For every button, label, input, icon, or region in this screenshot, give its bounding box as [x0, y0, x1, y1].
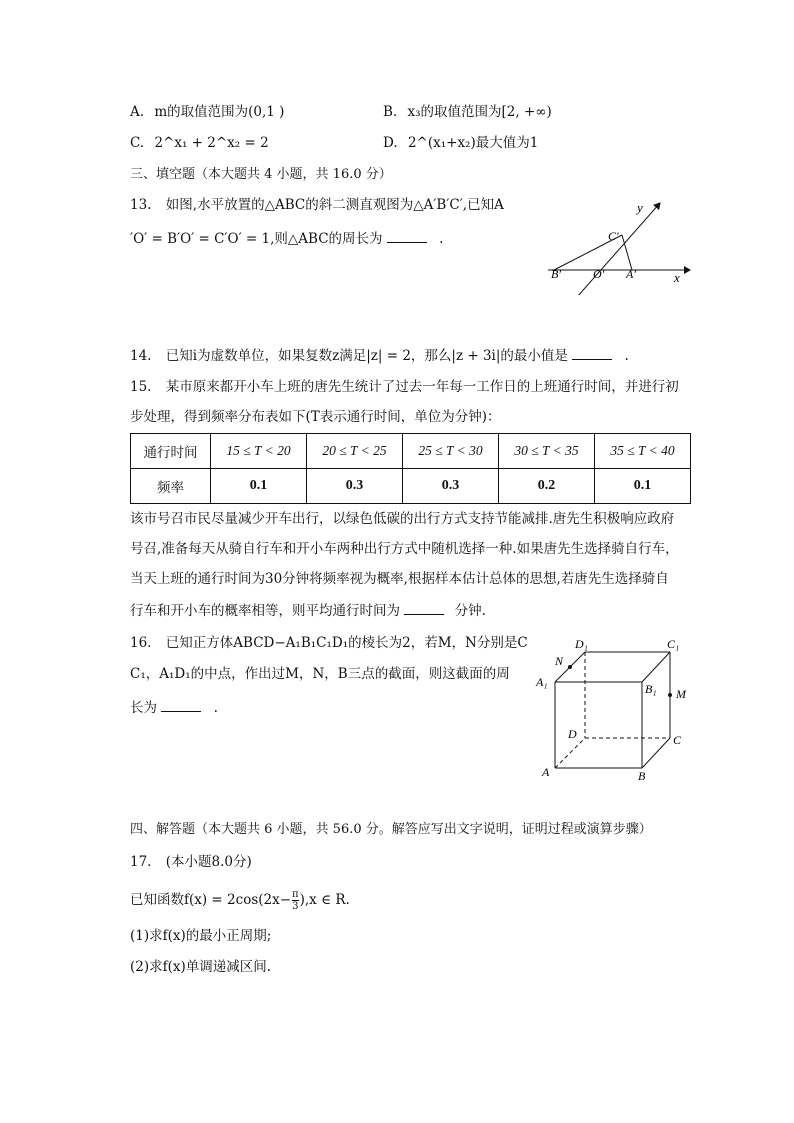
q15-number: 15.	[130, 379, 152, 395]
label-m: M	[676, 687, 686, 701]
option-c-letter: C.	[130, 135, 145, 151]
label-d1: D₁	[575, 637, 588, 651]
section-3-heading: 三、填空题（本大题共 4 小题，共 16.0 分）	[130, 167, 392, 182]
pi-over-3-fraction	[292, 889, 299, 912]
q15-unit: 分钟.	[454, 603, 486, 619]
frequency-table	[130, 433, 691, 504]
option-a	[130, 103, 284, 121]
cube-figure	[530, 630, 700, 790]
option-d-letter: D.	[383, 135, 398, 151]
q13-number: 13.	[130, 197, 152, 213]
point-n	[568, 665, 572, 669]
label-c-prime: C′	[608, 229, 619, 243]
q16-answer-blank[interactable]	[161, 697, 201, 712]
q17-stem-b: ),x ∈ R.	[299, 892, 350, 908]
option-b-text: x₃的取值范围为[2, +∞)	[407, 104, 552, 120]
q15-line2: 步处理，得到频率分布表如下(T表示通行时间，单位为分钟)：	[130, 409, 501, 425]
frac-denominator: 3	[292, 901, 299, 912]
q15-line4: 号召,准备每天从骑自行车和开小车两种出行方式中随机选择一种.如果唐先生选择骑自行车，	[130, 541, 679, 557]
label-o-prime: O′	[593, 267, 605, 281]
q17-part1: (1)求f(x)的最小正周期;	[130, 928, 272, 944]
q16-line2: C₁，A₁D₁的中点，作出过M，N，B三点的截面，则这截面的周	[130, 666, 510, 682]
label-a-prime: A′	[626, 267, 636, 281]
label-n: N	[555, 654, 564, 668]
q15-line5: 当天上班的通行时间为30分钟将频率视为概率,根据样本估计总体的思想,若唐先生选择骑自	[130, 571, 669, 587]
q16-text-1: 已知正方体ABCD−A₁B₁C₁D₁的棱长为2，若M，N分别是C	[165, 635, 528, 651]
q14-text: 已知i为虚数单位，如果复数z满足|z| = 2，那么|z + 3i|的最小值是	[165, 348, 568, 364]
point-m	[668, 693, 672, 697]
q16-line3	[130, 697, 218, 717]
table-header-row	[131, 434, 691, 469]
q13-figure	[540, 195, 700, 295]
q17-part2: (2)求f(x)单调递减区间.	[130, 959, 272, 975]
label-b: B	[638, 769, 646, 783]
q17-score: (本小题8.0分)	[165, 854, 252, 870]
q14-line	[130, 345, 629, 365]
option-a-text: m的取值范围为(0,1 )	[154, 104, 285, 120]
q15-line6	[130, 600, 486, 620]
q16-number: 16.	[130, 635, 152, 651]
q13-line2	[130, 228, 443, 248]
label-d: D	[568, 727, 577, 741]
table-cell: 0.3	[403, 469, 499, 504]
table-cell: 30 ≤ T < 35	[499, 434, 595, 469]
table-cell: 频率	[131, 469, 211, 504]
q15-line1	[130, 378, 679, 396]
option-c-text: 2^x₁ + 2^x₂ = 2	[154, 135, 269, 151]
q13-text-2: ′O′ = B′O′ = C′O′ = 1,则△ABC的周长为	[130, 231, 383, 247]
table-cell: 0.2	[499, 469, 595, 504]
label-a: A	[542, 765, 550, 779]
q17-header	[130, 853, 252, 871]
label-x: x	[674, 270, 680, 285]
y-axis-line	[570, 203, 660, 295]
q13-answer-blank[interactable]	[387, 228, 427, 243]
q14-answer-blank[interactable]	[572, 345, 612, 360]
edge-a-d	[555, 738, 585, 768]
q13-period: .	[439, 231, 444, 247]
q17-number: 17.	[130, 854, 152, 870]
table-cell: 20 ≤ T < 25	[307, 434, 403, 469]
option-b-letter: B.	[383, 104, 398, 120]
q16-line1	[130, 634, 528, 652]
q17-stem	[130, 888, 350, 912]
label-c: C	[673, 733, 682, 747]
q15-line3: 该市号召市民尽量减少开车出行，以绿色低碳的出行方式支持节能减排.唐先生积极响应政府	[130, 511, 675, 527]
table-row	[131, 469, 691, 504]
option-d	[383, 134, 538, 152]
q13-text-1: 如图,水平放置的△ABC的斜二测直观图为△A′B′C′,已知A	[165, 197, 504, 213]
q16-text-3: 长为	[130, 700, 157, 716]
q15-answer-blank[interactable]	[404, 600, 444, 615]
table-cell: 通行时间	[131, 434, 211, 469]
q17-stem-a: 已知函数f(x) = 2cos(2x−	[130, 892, 292, 908]
q16-period: .	[213, 700, 218, 716]
section-4-heading: 四、解答题（本大题共 6 小题，共 56.0 分。解答应写出文字说明，证明过程或演算步骤）	[130, 822, 652, 837]
edge-b1-c1	[642, 652, 670, 682]
option-b	[383, 103, 552, 121]
q13-line1	[130, 196, 504, 214]
label-b1: B₁	[645, 682, 657, 696]
q15-text-6: 行车和开小车的概率相等，则平均通行时间为	[130, 603, 400, 619]
table-cell: 0.3	[307, 469, 403, 504]
option-c	[130, 134, 269, 152]
frac-numerator: π	[292, 889, 299, 900]
label-y: y	[637, 200, 643, 215]
q14-number: 14.	[130, 348, 152, 364]
label-c1: C₁	[667, 637, 680, 651]
option-d-text: 2^(x₁+x₂)最大值为1	[407, 135, 539, 151]
table-cell: 0.1	[211, 469, 307, 504]
label-a1: A₁	[536, 675, 548, 689]
table-cell: 25 ≤ T < 30	[403, 434, 499, 469]
label-b-prime: B′	[551, 267, 561, 281]
table-cell: 0.1	[595, 469, 691, 504]
q14-period: .	[624, 348, 629, 364]
table-cell: 35 ≤ T < 40	[595, 434, 691, 469]
q15-text-1: 某市原来都开小车上班的唐先生统计了过去一年每一工作日的上班通行时间，并进行初	[165, 379, 679, 395]
edge-b-c	[642, 738, 670, 768]
option-a-letter: A.	[130, 104, 145, 120]
table-cell: 15 ≤ T < 20	[211, 434, 307, 469]
